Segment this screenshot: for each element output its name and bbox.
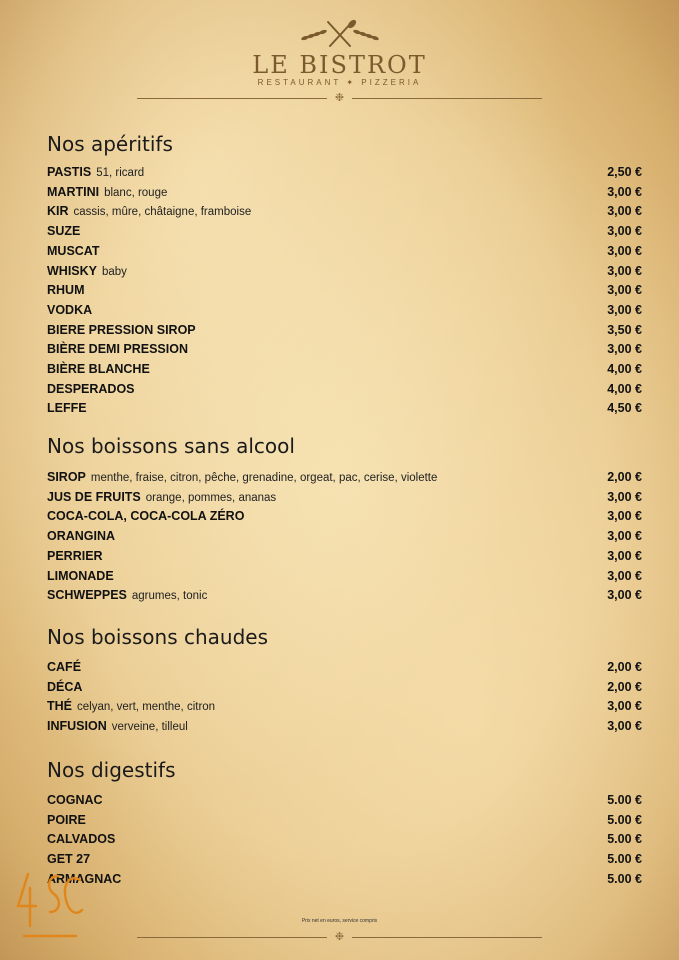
item-price: 3,00 € [607, 719, 642, 734]
menu-item-row [47, 202, 642, 220]
menu-item-row [47, 547, 642, 565]
item-description: orange, pommes, ananas [145, 491, 277, 504]
item-price: 3,00 € [607, 548, 642, 563]
menu-item-row [47, 586, 642, 604]
item-name: DÉCA [47, 679, 83, 694]
item-price: 5.00 € [607, 812, 642, 827]
item-name: VODKA [47, 302, 93, 317]
item-price: 3,00 € [607, 184, 642, 199]
item-name: CAFÉ [47, 660, 82, 674]
item-name: RHUM [47, 283, 85, 298]
item-name: GET 27 [47, 852, 91, 867]
ornament-icon: ❉ [334, 92, 345, 104]
item-price: 3,00 € [607, 588, 642, 603]
brand-stamp-logo [14, 866, 86, 952]
item-description: 51, ricard [96, 167, 145, 179]
menu-item-row [47, 567, 642, 585]
section-title: Nos digestifs [47, 758, 176, 782]
item-name: JUS DE FRUITS [47, 489, 141, 504]
item-name: SUZE [47, 224, 81, 239]
item-name: SIROP [47, 470, 86, 484]
menu-item-row [47, 183, 642, 201]
item-price: 3,00 € [607, 302, 642, 317]
menu-item-row [47, 380, 642, 398]
menu-item-row [47, 399, 642, 417]
item-name: MARTINI [47, 184, 100, 199]
menu-item-row [47, 488, 642, 506]
item-name: COCA-COLA, COCA-COLA ZÉRO [47, 509, 245, 524]
menu-item-row [47, 163, 642, 181]
item-name: POIRE [47, 812, 86, 827]
item-name: BIERE PRESSION SIROP [47, 322, 196, 337]
menu-item-row [47, 340, 642, 358]
item-name: PERRIER [47, 548, 103, 563]
wheat-cutlery-icon [295, 18, 385, 52]
menu-item-row [47, 527, 642, 545]
menu-item-row [47, 281, 642, 299]
item-price: 2,50 € [607, 165, 642, 179]
item-price: 3,00 € [607, 342, 642, 357]
item-description: menthe, fraise, citron, pêche, grenadine, orgeat, pac, cerise, violette [90, 472, 438, 484]
item-price: 3,00 € [607, 509, 642, 524]
item-name: ORANGINA [47, 529, 116, 544]
item-name: THÉ [47, 699, 72, 714]
item-price: 3,00 € [607, 243, 642, 258]
item-price: 4,50 € [607, 401, 642, 416]
menu-item-row [47, 717, 642, 735]
item-price: 3,00 € [607, 529, 642, 544]
logo-title: LE BISTROT [252, 51, 427, 79]
item-price: 2,00 € [607, 679, 642, 694]
item-price: 5.00 € [607, 793, 642, 807]
footer-note: Prix net en euros, service compris [301, 918, 378, 924]
menu-item-row [47, 830, 642, 848]
item-price: 3,50 € [607, 322, 642, 337]
menu-item-row [47, 222, 642, 240]
logo-subtitle: RESTAURANT ✦ PIZZERIA [257, 78, 422, 87]
item-price: 5.00 € [607, 871, 642, 886]
item-price: 2,00 € [607, 470, 642, 484]
item-price: 3,00 € [607, 224, 642, 239]
restaurant-logo [0, 18, 679, 87]
item-name: SCHWEPPES [47, 588, 127, 603]
section-title: Nos boissons chaudes [47, 625, 269, 649]
menu-item-row [47, 262, 642, 280]
section-title: Nos boissons sans alcool [47, 434, 295, 458]
item-price: 2,00 € [607, 660, 642, 674]
item-name: WHISKY [47, 263, 97, 278]
footer-divider [137, 932, 542, 942]
item-price: 3,00 € [607, 283, 642, 298]
header-divider [137, 93, 542, 103]
item-price: 4,00 € [607, 362, 642, 376]
menu-item-row [47, 321, 642, 339]
item-price: 5.00 € [607, 832, 642, 847]
menu-item-row [47, 870, 642, 888]
menu-item-row [47, 678, 642, 696]
item-name: BIÈRE DEMI PRESSION [47, 342, 188, 357]
item-price: 5.00 € [607, 852, 642, 867]
item-name: COGNAC [47, 793, 103, 807]
menu-item-row [47, 811, 642, 829]
ornament-icon: ❉ [334, 931, 345, 943]
item-name: DESPERADOS [47, 381, 135, 396]
menu-item-row [47, 791, 642, 809]
item-price: 4,00 € [607, 381, 642, 396]
section-title: Nos apéritifs [47, 132, 173, 156]
menu-item-row [47, 850, 642, 868]
item-name: INFUSION [47, 719, 107, 734]
menu-item-row [47, 360, 642, 378]
menu-item-row [47, 242, 642, 260]
item-price: 3,00 € [607, 568, 642, 583]
menu-item-row [47, 507, 642, 525]
item-name: LEFFE [47, 401, 87, 416]
item-price: 3,00 € [607, 489, 642, 504]
item-name: MUSCAT [47, 243, 100, 258]
menu-item-row [47, 468, 642, 486]
item-name: BIÈRE BLANCHE [47, 362, 150, 376]
menu-item-row [47, 658, 642, 676]
item-name: LIMONADE [47, 568, 114, 583]
item-description: verveine, tilleul [111, 721, 188, 734]
item-name: KIR [47, 204, 69, 219]
item-price: 3,00 € [607, 204, 642, 219]
item-name: ARMAGNAC [47, 871, 122, 886]
item-description: agrumes, tonic [131, 590, 208, 603]
item-description: cassis, mûre, châtaigne, framboise [73, 206, 252, 219]
item-description: baby [102, 265, 127, 278]
item-name: PASTIS [47, 165, 92, 179]
item-price: 3,00 € [607, 263, 642, 278]
menu-item-row [47, 697, 642, 715]
item-name: CALVADOS [47, 832, 116, 847]
item-description: celyan, vert, menthe, citron [77, 701, 216, 714]
item-price: 3,00 € [607, 699, 642, 714]
item-description: blanc, rouge [104, 186, 168, 199]
menu-item-row [47, 301, 642, 319]
